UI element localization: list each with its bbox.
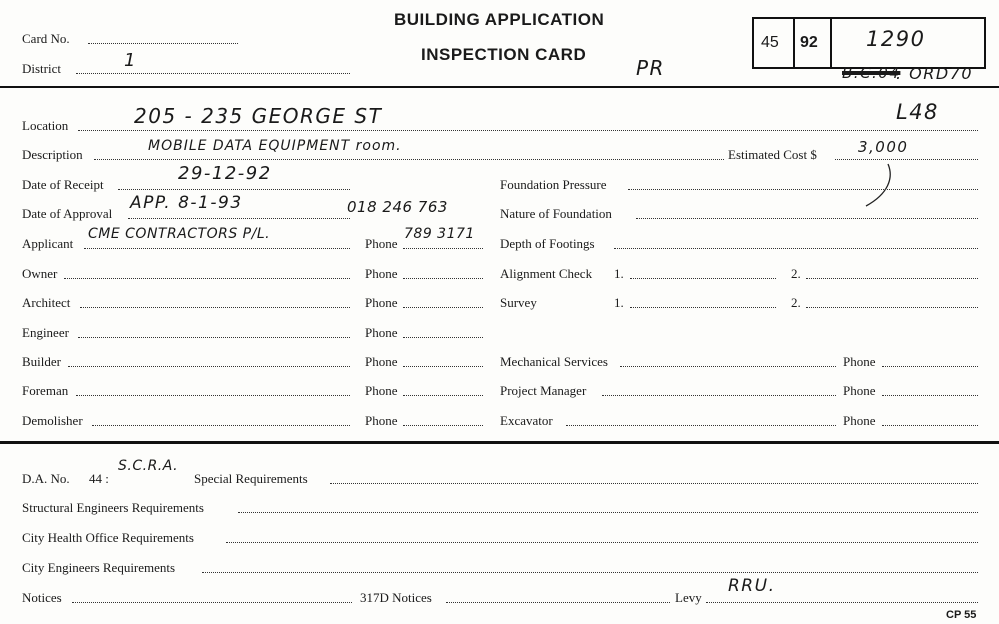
engineer-phone-field[interactable] [403,335,483,338]
notices-317d-field[interactable] [446,600,670,603]
survey-field-2[interactable] [806,305,978,308]
date-of-approval-field[interactable] [128,216,350,219]
structural-requirements-label: Structural Engineers Requirements [22,500,204,515]
applicant-phone-label: Phone [365,236,398,251]
foreman-label: Foreman [22,383,69,398]
description-label: Description [22,147,83,162]
excavator-label: Excavator [500,413,553,428]
foreman-phone-label: Phone [365,383,398,398]
form-title-line1: BUILDING APPLICATION [394,10,605,29]
nature-of-foundation-label: Nature of Foundation [500,206,612,221]
nature-of-foundation-field[interactable] [636,216,978,219]
form-code: CP 55 [946,609,977,621]
reference-box-divider [830,17,832,67]
notices-label: Notices [22,590,62,605]
engineer-label: Engineer [22,325,69,340]
builder-phone-field[interactable] [403,364,483,367]
owner-field[interactable] [64,276,350,279]
city-engineers-requirements-field[interactable] [202,570,978,573]
mechanical-services-label: Mechanical Services [500,354,608,369]
survey-num1: 1. [614,295,624,310]
architect-field[interactable] [80,305,350,308]
location-field[interactable] [78,128,978,131]
mechanical-services-phone-label: Phone [843,354,876,369]
estimated-cost-label: Estimated Cost $ [728,147,817,162]
notices-317d-label: 317D Notices [360,590,432,605]
levy-value: RRU. [728,576,776,596]
foundation-pressure-field[interactable] [628,187,978,190]
description-value: MOBILE DATA EQUIPMENT room. [148,138,402,154]
district-label: District [22,61,61,76]
alignment-check-field-1[interactable] [630,276,776,279]
levy-field[interactable] [706,600,978,603]
pen-stroke-mark [860,160,900,212]
survey-label: Survey [500,295,537,310]
da-no-label: D.A. No. [22,471,70,486]
box-year: 92 [800,34,818,51]
alignment-check-label: Alignment Check [500,266,593,281]
notices-field[interactable] [72,600,352,603]
owner-label: Owner [22,266,58,281]
alignment-check-num2: 2. [791,266,801,281]
builder-label: Builder [22,354,61,369]
date-of-receipt-value: 29-12-92 [178,163,272,184]
box-number: 1290 [866,27,926,51]
applicant-label: Applicant [22,236,74,251]
demolisher-phone-label: Phone [365,413,398,428]
applicant-value: CME CONTRACTORS P/L. [88,226,271,242]
project-manager-phone-field[interactable] [882,393,978,396]
location-value: 205 - 235 GEORGE ST [134,104,383,128]
date-of-receipt-label: Date of Receipt [22,177,104,192]
engineer-field[interactable] [78,335,350,338]
estimated-cost-value: 3,000 [858,138,909,156]
card-no-label: Card No. [22,31,70,46]
date-of-receipt-field[interactable] [118,187,350,190]
reference-box-divider [793,17,795,67]
extra-phone-value: 018 246 763 [347,198,448,216]
alignment-check-num1: 1. [614,266,624,281]
city-engineers-requirements-label: City Engineers Requirements [22,560,176,575]
mechanical-services-field[interactable] [620,364,836,367]
project-manager-label: Project Manager [500,383,587,398]
city-health-requirements-field[interactable] [226,540,978,543]
excavator-phone-field[interactable] [882,423,978,426]
special-requirements-label: Special Requirements [194,471,308,486]
district-value: 1 [124,50,137,71]
architect-phone-field[interactable] [403,305,483,308]
project-manager-phone-label: Phone [843,383,876,398]
structural-requirements-field[interactable] [238,510,978,513]
applicant-field[interactable] [84,246,350,249]
card-no-field[interactable] [88,41,238,44]
ref-code: L48 [896,100,939,124]
special-requirements-field[interactable] [330,481,978,484]
project-manager-field[interactable] [602,393,836,396]
applicant-phone-field[interactable] [403,246,483,249]
owner-phone-field[interactable] [403,276,483,279]
excavator-phone-label: Phone [843,413,876,428]
district-field[interactable] [76,71,350,74]
header-rule [0,86,999,88]
owner-phone-label: Phone [365,266,398,281]
da-no-value: 44 : [89,471,109,486]
applicant-phone-value: 789 3171 [404,226,475,242]
survey-field-1[interactable] [630,305,776,308]
description-field[interactable] [94,157,724,160]
below-box-code: . ORD70 [896,64,974,83]
demolisher-label: Demolisher [22,413,83,428]
foreman-phone-field[interactable] [403,393,483,396]
builder-field[interactable] [68,364,350,367]
scra-value: S.C.R.A. [118,458,179,474]
depth-of-footings-field[interactable] [614,246,978,249]
struck-text: B.C.04 [842,64,901,82]
builder-phone-label: Phone [365,354,398,369]
location-label: Location [22,118,69,133]
estimated-cost-field[interactable] [835,157,978,160]
demolisher-phone-field[interactable] [403,423,483,426]
form-title-line2: INSPECTION CARD [421,45,587,64]
depth-of-footings-label: Depth of Footings [500,236,595,251]
date-of-approval-value: APP. 8-1-93 [130,193,243,213]
section-rule [0,441,999,444]
engineer-phone-label: Phone [365,325,398,340]
initials-mark: PR [636,56,665,80]
architect-label: Architect [22,295,71,310]
foundation-pressure-label: Foundation Pressure [500,177,607,192]
mechanical-services-phone-field[interactable] [882,364,978,367]
demolisher-field[interactable] [92,423,350,426]
city-health-requirements-label: City Health Office Requirements [22,530,194,545]
alignment-check-field-2[interactable] [806,276,978,279]
architect-phone-label: Phone [365,295,398,310]
levy-label: Levy [675,590,702,605]
foreman-field[interactable] [76,393,350,396]
box-prefix: 45 [761,34,779,51]
date-of-approval-label: Date of Approval [22,206,113,221]
excavator-field[interactable] [566,423,836,426]
survey-num2: 2. [791,295,801,310]
